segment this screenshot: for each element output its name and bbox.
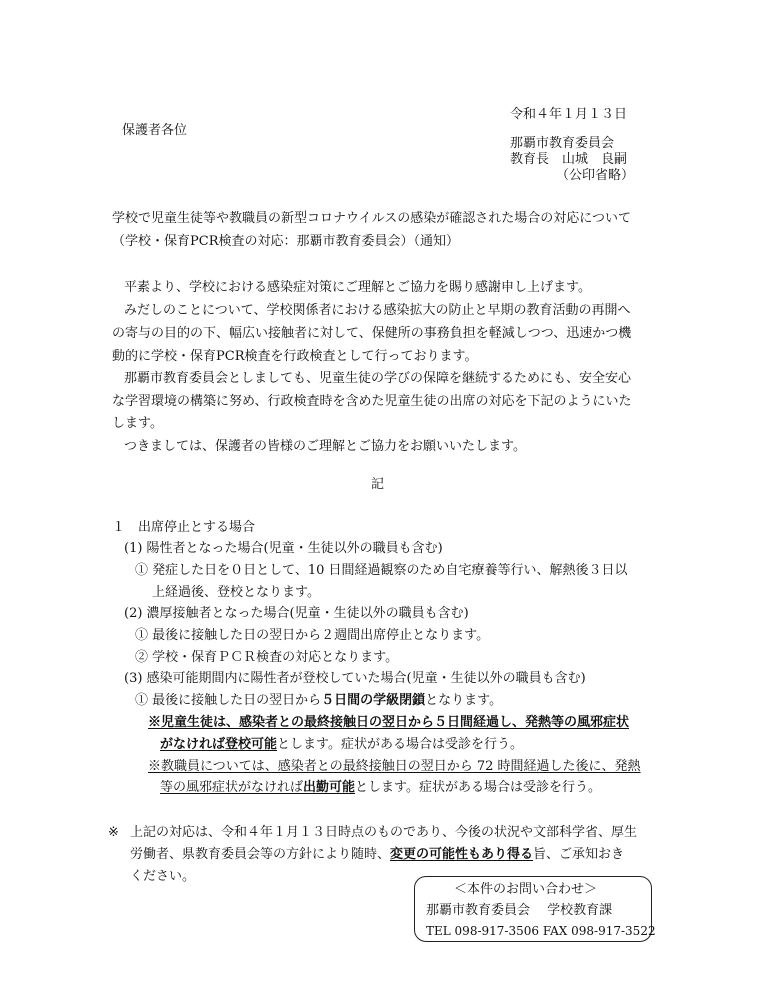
body-line: 動的に学校・保育PCR検査を行政検査として行っております。 bbox=[112, 349, 478, 364]
document-date: 令和４年１月１３日 bbox=[510, 107, 628, 122]
body-line: つきましては、保護者の皆様のご理解とご協力をお願いいたします。 bbox=[124, 439, 526, 454]
contact-phone-fax: TEL 098-917-3506 FAX 098-917-3522 bbox=[426, 924, 656, 938]
body-line: します。 bbox=[112, 416, 163, 431]
subsection-title: (2) 濃厚接触者となった場合(児童・生徒以外の職員も含む) bbox=[124, 606, 469, 621]
subsection-title: (1) 陽性者となった場合(児童・生徒以外の職員も含む) bbox=[124, 541, 443, 556]
note-text: とします。症状がある場合は受診を行う。 bbox=[277, 737, 523, 752]
note-text: とします。症状がある場合は受診を行う。 bbox=[355, 780, 601, 795]
ki-heading: 記 bbox=[371, 477, 385, 492]
item-text: ① 最後に接触した日の翌日から bbox=[135, 693, 322, 708]
recipient: 保護者各位 bbox=[122, 123, 188, 138]
list-item-continuation: 上経過後、登校となります。 bbox=[152, 585, 320, 600]
note-text-bold: がなければ登校可能 bbox=[160, 737, 278, 752]
subject-line-2: （学校・保育PCR検査の対応：那覇市教育委員会）（通知） bbox=[112, 234, 459, 249]
footnote-text: 旨、ご承知おき bbox=[533, 847, 625, 862]
issuer-organization: 那覇市教育委員会 bbox=[510, 136, 615, 151]
subsection-title: (3) 感染可能期間内に陽性者が登校していた場合(児童・生徒以外の職員も含む) bbox=[124, 671, 586, 686]
footnote-text-bold: 変更の可能性もあり得る bbox=[390, 847, 534, 862]
note-text-underlined: 等の風邪症状がなければ bbox=[160, 780, 304, 795]
staff-note-line-1: ※教職員については、感染者との最終接触日の翌日から 72 時間経過した後に、発熱 bbox=[148, 759, 641, 774]
body-line: の寄与の目的の下、幅広い接触者に対して、保健所の事務負担を軽減しつつ、迅速かつ機 bbox=[112, 326, 632, 341]
staff-note-line-2 bbox=[160, 781, 601, 794]
issuer-person: 教育長 山城 良嗣 bbox=[510, 152, 628, 167]
item-text: となります。 bbox=[425, 693, 503, 708]
footnote-text: 労働者、県教育委員会等の方針により随時、 bbox=[130, 847, 391, 862]
subject-line-1: 学校で児童生徒等や教職員の新型コロナウイルスの感染が確認された場合の対応について bbox=[112, 211, 631, 226]
footnote-line-2 bbox=[130, 848, 624, 861]
contact-organization: 那覇市教育委員会 学校教育課 bbox=[426, 903, 613, 918]
body-line: 平素より、学校における感染症対策にご理解とご協力を賜り感謝申し上げます。 bbox=[124, 280, 591, 295]
list-item: ① 発症した日を０日として、10 日間経過観察のため自宅療養等行い、解熱後３日以 bbox=[135, 563, 628, 578]
contact-title: ＜本件のお問い合わせ＞ bbox=[454, 882, 598, 897]
seal-note: （公印省略） bbox=[556, 168, 635, 183]
footnote-line-3: ください。 bbox=[130, 869, 196, 884]
body-line: みだしのことについて、学校関係者における感染拡大の防止と早期の教育活動の再開へ bbox=[124, 303, 631, 318]
body-line: な学習環境の構築に努め、行政検査時を含めた児童生徒の出席の対応を下記のようにいた bbox=[112, 394, 632, 409]
item-text-bold: ５日間の学級閉鎖 bbox=[321, 693, 426, 708]
body-line: 那覇市教育委員会としましても、児童生徒の学びの保障を継続するためにも、安全安心 bbox=[124, 371, 632, 386]
footnote-mark: ※ bbox=[108, 825, 119, 840]
list-item: ② 学校・保育ＰＣＲ検査の対応となります。 bbox=[135, 650, 399, 665]
section-heading: １ 出席停止とする場合 bbox=[112, 520, 256, 535]
student-note-line-1: ※児童生徒は、感染者との最終接触日の翌日から５日間経過し、発熱等の風邪症状 bbox=[148, 715, 630, 730]
note-text-bold: 出勤可能 bbox=[303, 780, 356, 795]
list-item bbox=[135, 694, 502, 707]
student-note-line-2 bbox=[160, 738, 523, 751]
footnote-line-1: 上記の対応は、令和４年１月１３日時点のものであり、今後の状況や文部科学省、厚生 bbox=[130, 825, 638, 840]
list-item: ① 最後に接触した日の翌日から２週間出席停止となります。 bbox=[135, 628, 490, 643]
